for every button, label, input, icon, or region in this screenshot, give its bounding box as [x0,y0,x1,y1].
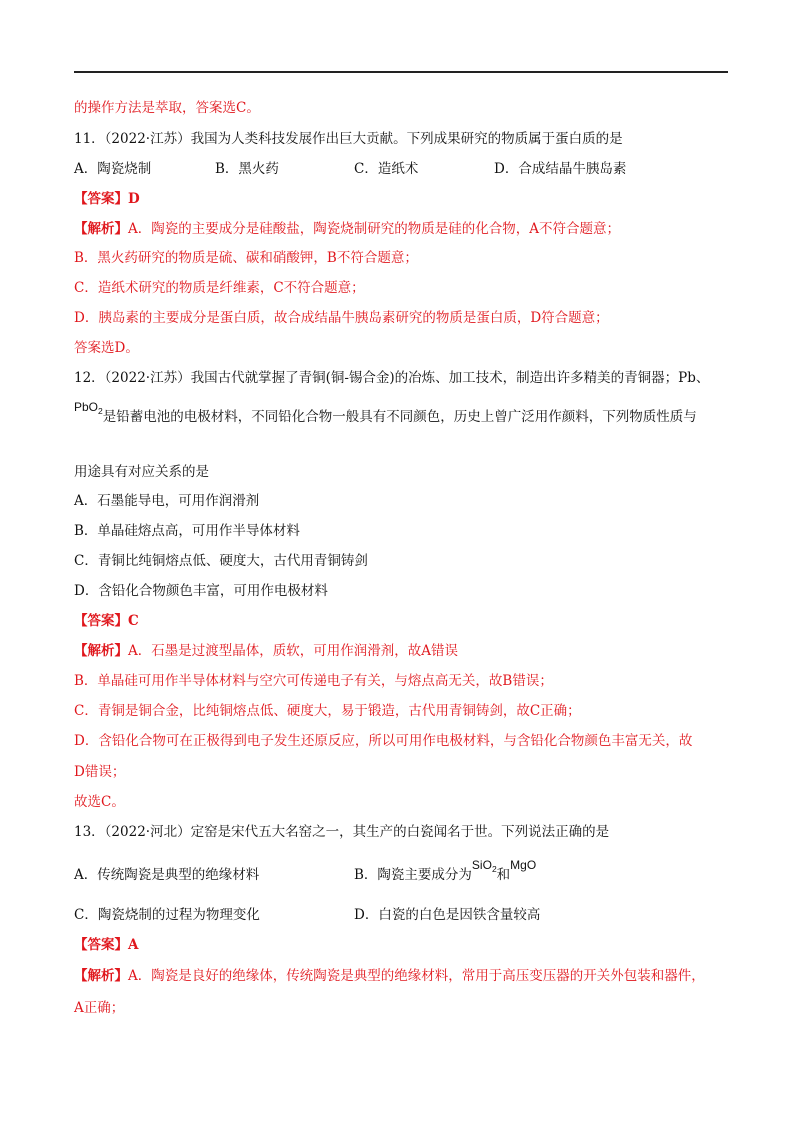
q11-stem: 11．（2022·江苏）我国为人类科技发展作出巨大贡献。下列成果研究的物质属于蛋白质的是 [74,131,623,147]
answer-value: A [128,937,139,953]
analysis-tag: 【解析】 [74,643,128,659]
formula-mgo: MgO [510,858,537,872]
q13-analysis-line [74,967,705,985]
q11-answer [74,190,140,208]
q12-analysis-line [74,642,458,660]
q12-stem-text: 是铅蓄电池的电极材料，不同铅化合物一般具有不同颜色，历史上曾广泛用作颜料，下列物质性质与 [102,409,697,425]
q12-option-b: B．单晶硅熔点高，可用作半导体材料 [74,523,300,539]
q13-option-d: D．白瓷的白色是因铁含量较高 [354,907,541,923]
q12-stem-line3: 用途具有对应关系的是 [74,464,209,480]
q12-option-d: D．含铅化合物颜色丰富，可用作电极材料 [74,583,328,599]
q11-option-c: C．造纸术 [354,161,419,177]
q12-conclusion: 故选C。 [74,794,125,810]
q13-option-a: A．传统陶瓷是典型的绝缘材料 [74,867,260,883]
q12-stem-line2 [74,400,697,430]
q11-analysis-line [74,220,620,238]
option-text: B．陶瓷主要成分为 [354,867,472,883]
q12-option-c: C．青铜比纯铜熔点低、硬度大，古代用青铜铸剑 [74,553,368,569]
q13-option-b [354,858,537,888]
header-rule [74,71,728,73]
q12-analysis-line: B．单晶硅可用作半导体材料与空穴可传递电子有关，与熔点高无关，故B错误； [74,673,553,689]
formula-base: SiO [471,858,492,872]
answer-tag: 【答案】 [74,937,128,953]
q13-stem: 13．（2022·河北）定窑是宋代五大名窑之一，其生产的白瓷闻名于世。下列说法正确的是 [74,824,610,840]
q13-answer [74,936,138,954]
formula-subscript: 2 [491,864,497,874]
analysis-text: A．石墨是过渡型晶体，质软，可用作润滑剂，故A错误 [128,643,458,659]
analysis-text: A．陶瓷是良好的绝缘体，传统陶瓷是典型的绝缘材料，常用于高压变压器的开关外包装和器件， [128,968,705,984]
q11-analysis-line: B．黑火药研究的物质是硫、碳和硝酸钾，B不符合题意； [74,250,418,266]
q13-option-c: C．陶瓷烧制的过程为物理变化 [74,907,260,923]
q11-option-b: B．黑火药 [215,161,279,177]
q11-option-d: D．合成结晶牛胰岛素 [494,161,627,177]
q11-conclusion: 答案选D。 [74,340,139,356]
analysis-tag: 【解析】 [74,968,128,984]
answer-value: D [128,191,140,207]
q13-analysis-line: A正确； [74,1000,125,1016]
answer-value: C [128,613,139,629]
q12-analysis-line: D．含铅化合物可在正极得到电子发生还原反应，所以可用作电极材料，与含铅化合物颜色丰富无关，故 [74,733,693,749]
analysis-tag: 【解析】 [74,221,128,237]
formula-subscript: 2 [98,406,103,416]
q12-answer [74,612,139,630]
formula-base: PbO [74,400,99,414]
option-connector: 和 [496,867,511,883]
previous-answer-tail: 的操作方法是萃取，答案选C。 [74,100,260,116]
answer-tag: 【答案】 [74,613,128,629]
q11-analysis-line: D．胰岛素的主要成分是蛋白质，故合成结晶牛胰岛素研究的物质是蛋白质，D符合题意； [74,310,609,326]
formula-pbo2 [74,400,103,414]
q12-analysis-line: C．青铜是铜合金，比纯铜熔点低、硬度大，易于锻造，古代用青铜铸剑，故C正确； [74,703,581,719]
answer-tag: 【答案】 [74,191,128,207]
analysis-text: A．陶瓷的主要成分是硅酸盐，陶瓷烧制研究的物质是硅的化合物，A不符合题意； [128,221,620,237]
q12-option-a: A．石墨能导电，可用作润滑剂 [74,493,260,509]
q11-analysis-line: C．造纸术研究的物质是纤维素，C不符合题意； [74,280,365,296]
q12-analysis-line: D错误； [74,764,126,780]
q11-option-a: A．陶瓷烧制 [74,161,152,177]
q12-stem-line1: 12．（2022·江苏）我国古代就掌握了青铜(铜-锡合金)的冶炼、加工技术，制造出许多精美的青铜器；Pb、 [74,370,710,386]
formula-sio2 [472,858,497,872]
